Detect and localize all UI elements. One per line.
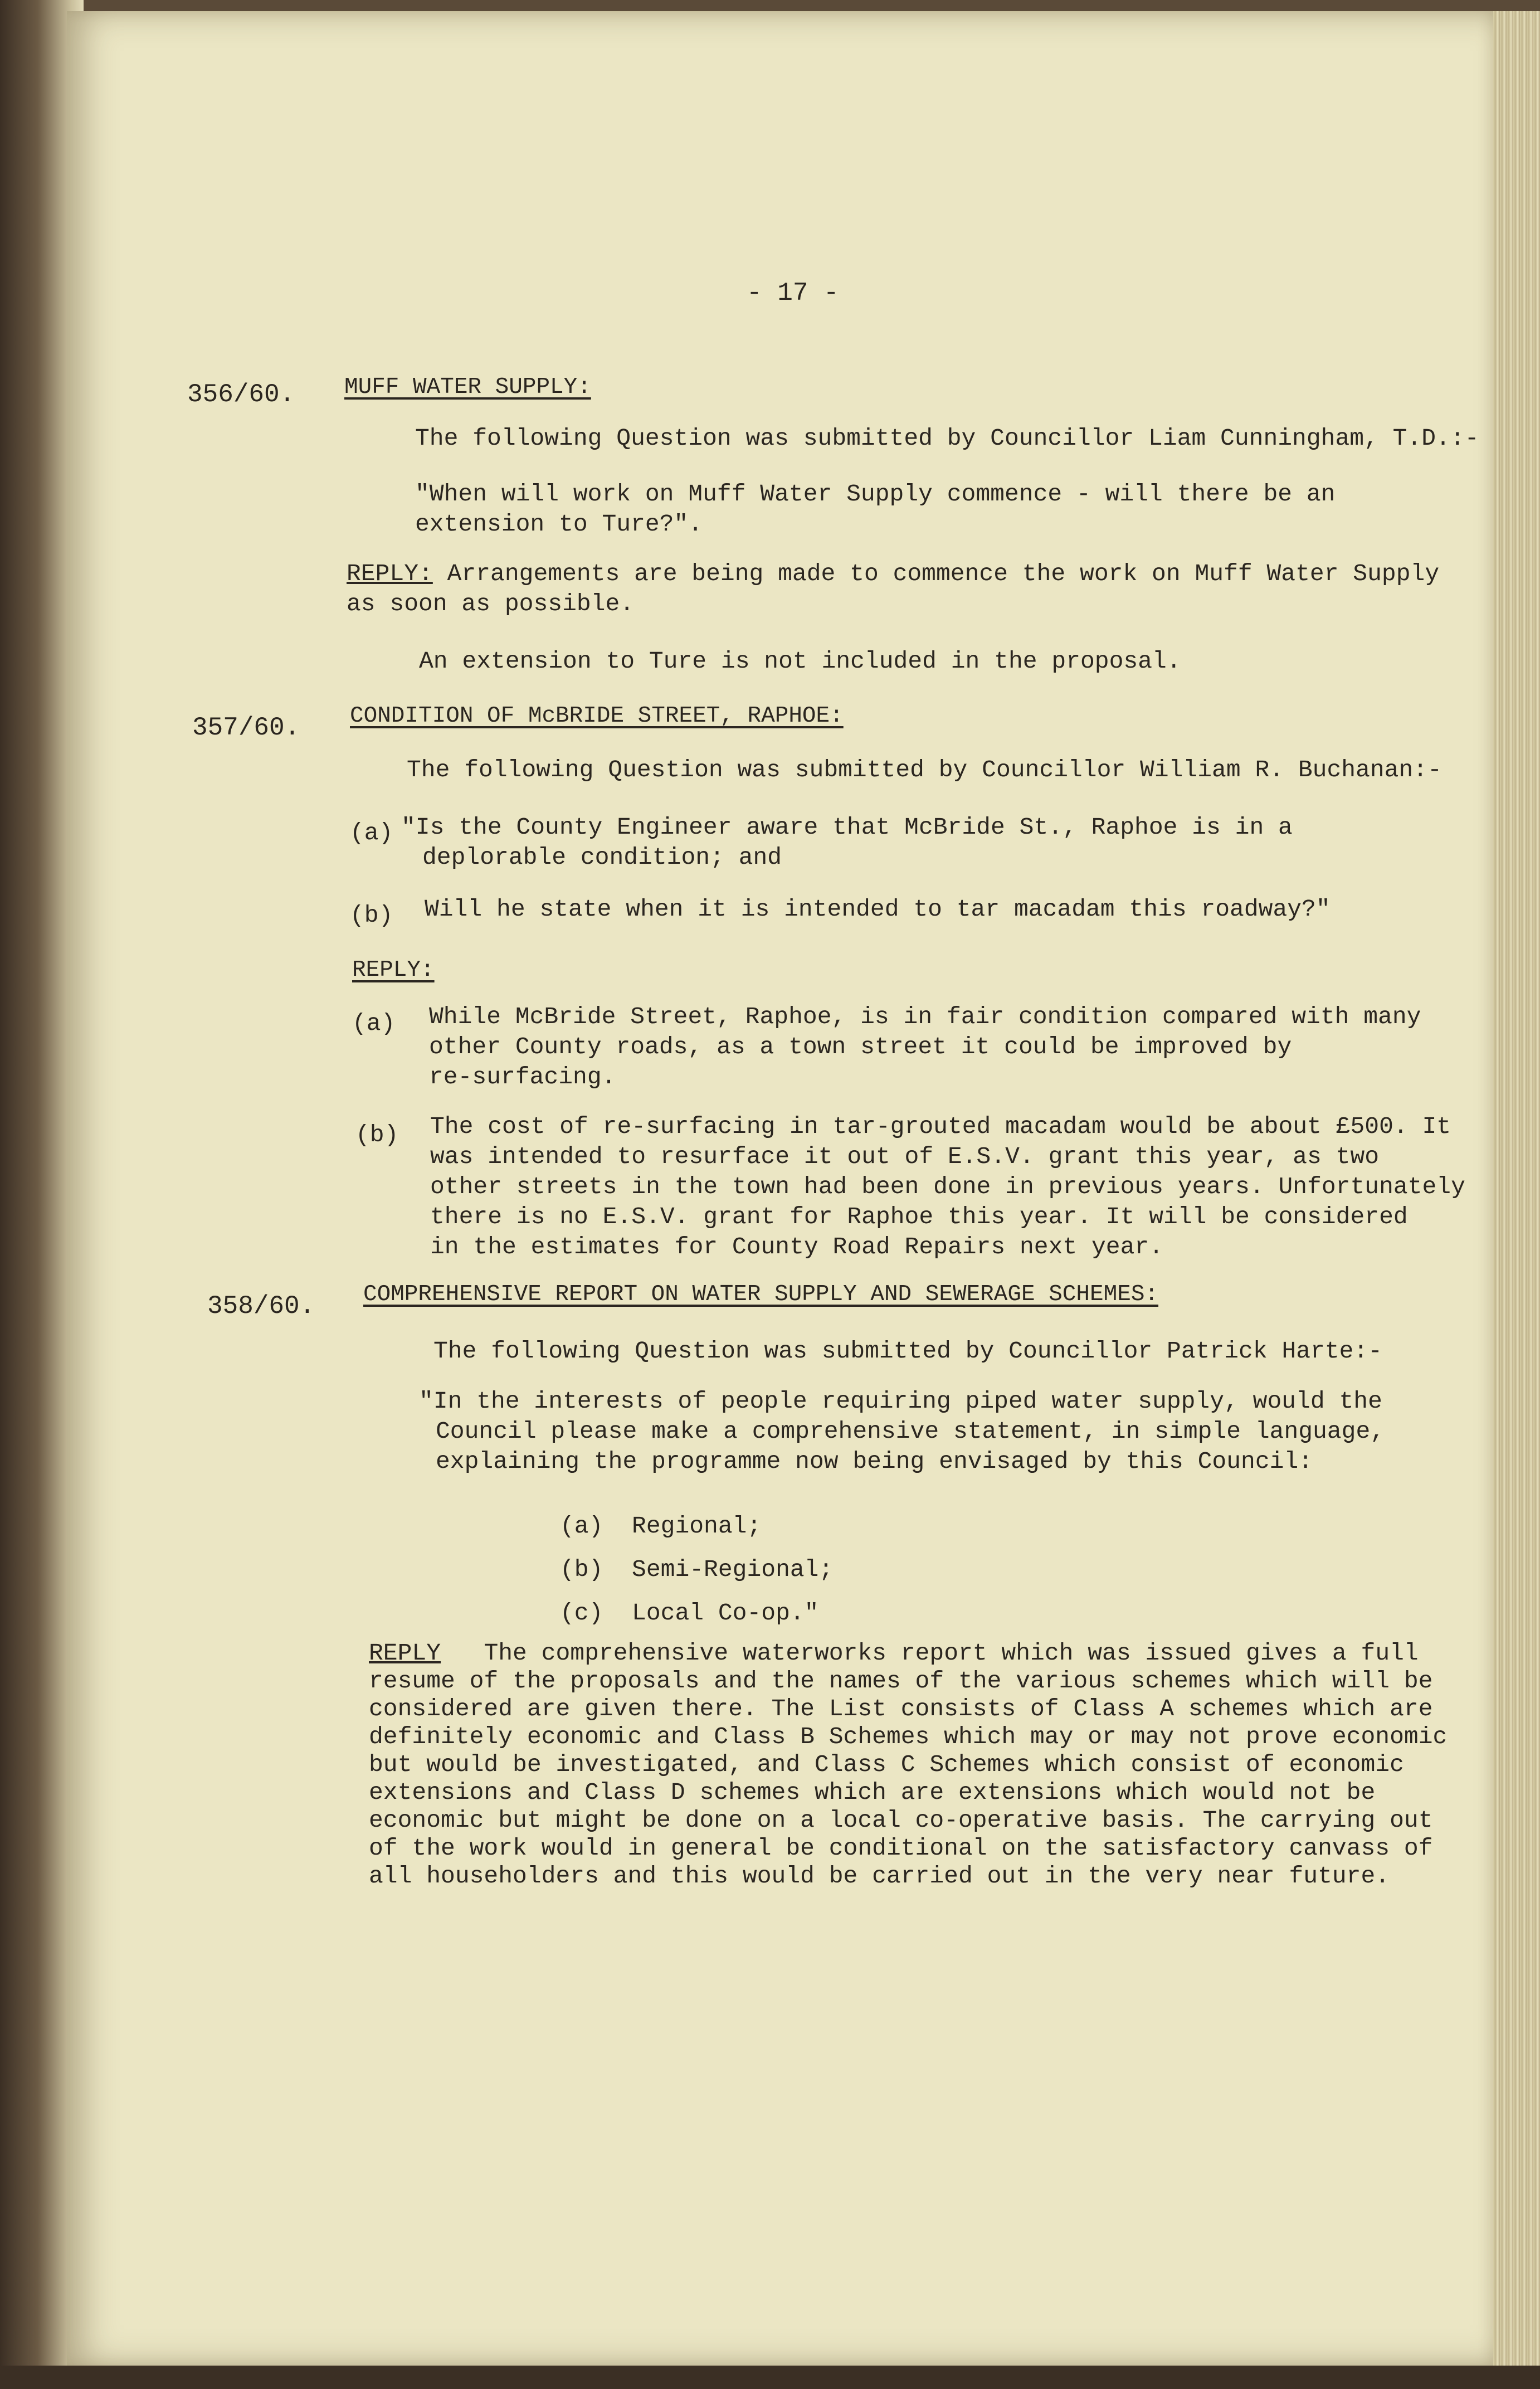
reply-text <box>347 559 1439 619</box>
option-text: Regional; <box>632 1512 762 1540</box>
text-line: all householders and this would be carried out in the very near future. <box>369 1862 1390 1890</box>
text-line: other streets in the town had been done in previous years. Unfortunately <box>430 1173 1465 1200</box>
option-label: (c) <box>560 1599 603 1627</box>
reply-b-text <box>430 1112 1465 1262</box>
text-line: deplorable condition; and <box>422 844 782 871</box>
question-intro: The following Question was submitted by Councillor William R. Buchanan:- <box>407 756 1442 784</box>
list-item <box>560 1592 833 1635</box>
text-line: Council please make a comprehensive statement, in simple language, <box>436 1418 1385 1445</box>
reply-a-text <box>429 1002 1421 1092</box>
option-label: (a) <box>560 1512 603 1540</box>
question-a-label: (a) <box>350 819 393 846</box>
reply-label: REPLY <box>369 1639 441 1667</box>
question-b-text: Will he state when it is intended to tar macadam this roadway?" <box>425 896 1331 923</box>
question-text <box>415 479 1335 539</box>
text-line: in the estimates for County Road Repairs next year. <box>430 1233 1164 1261</box>
text-line: The cost of re-surfacing in tar-grouted macadam would be about £500. It <box>430 1113 1451 1140</box>
text-line: extensions and Class D schemes which are extensions which would not be <box>369 1779 1376 1806</box>
text-line: "In the interests of people requiring piped water supply, would the <box>419 1388 1382 1415</box>
reply-text <box>369 1639 1447 1890</box>
item-number: 357/60. <box>192 713 300 742</box>
text-line: re-surfacing. <box>429 1063 616 1091</box>
question-intro: The following Question was submitted by Councillor Patrick Harte:- <box>433 1337 1383 1365</box>
text-line: there is no E.S.V. grant for Raphoe this year. It will be considered <box>430 1203 1408 1230</box>
book-edge <box>0 2366 1540 2389</box>
item-number: 356/60. <box>187 380 295 409</box>
reply-note: An extension to Ture is not included in the proposal. <box>419 648 1181 675</box>
text-line: "When will work on Muff Water Supply commence - will there be an <box>415 480 1336 508</box>
question-intro: The following Question was submitted by Councillor Liam Cunningham, T.D.:- <box>415 425 1479 452</box>
option-label: (b) <box>560 1556 603 1583</box>
option-list <box>560 1505 833 1635</box>
question-b-label: (b) <box>350 902 393 929</box>
text-line: but would be investigated, and Class C Schemes which consist of economic <box>369 1751 1404 1778</box>
question-a-text <box>401 812 1293 873</box>
item-heading: CONDITION OF McBRIDE STREET, RAPHOE: <box>350 703 844 729</box>
reply-label: REPLY: <box>352 957 435 983</box>
text-line: economic but might be done on a local co-operative basis. The carrying out <box>369 1807 1433 1834</box>
text-line: "Is the County Engineer aware that McBride St., Raphoe is in a <box>401 814 1293 841</box>
text-line: considered are given there. The List consists of Class A schemes which are <box>369 1695 1433 1723</box>
option-text: Local Co-op." <box>632 1599 819 1627</box>
text-line: as soon as possible. <box>347 590 635 617</box>
text-line: was intended to resurface it out of E.S.V. grant this year, as two <box>430 1143 1380 1170</box>
reply-a-label: (a) <box>352 1010 396 1037</box>
reply-b-label: (b) <box>355 1121 399 1149</box>
text-line: definitely economic and Class B Schemes which may or may not prove economic <box>369 1723 1448 1750</box>
item-heading: COMPREHENSIVE REPORT ON WATER SUPPLY AND SEWERAGE SCHEMES: <box>363 1282 1159 1307</box>
reply-label: REPLY: <box>347 560 433 587</box>
question-text <box>419 1386 1385 1477</box>
list-item <box>560 1505 833 1548</box>
text-line: extension to Ture?". <box>415 510 703 538</box>
text-line: resume of the proposals and the names of the various schemes which will be <box>369 1667 1433 1695</box>
text-line: other County roads, as a town street it could be improved by <box>429 1033 1292 1060</box>
option-text: Semi-Regional; <box>632 1556 834 1583</box>
page-number: - 17 - <box>747 279 839 308</box>
list-item <box>560 1548 833 1592</box>
page-edges <box>1493 11 1540 2366</box>
text-line: explaining the programme now being envisaged by this Council: <box>436 1448 1313 1475</box>
text-line: While McBride Street, Raphoe, is in fair condition compared with many <box>429 1003 1421 1030</box>
item-heading: MUFF WATER SUPPLY: <box>344 374 591 400</box>
item-number: 358/60. <box>207 1292 315 1321</box>
text-line: of the work would in general be conditional on the satisfactory canvass of <box>369 1835 1433 1862</box>
text-line: Arrangements are being made to commence the work on Muff Water Supply <box>447 560 1440 587</box>
text-line: The comprehensive waterworks report which was issued gives a full <box>484 1639 1419 1667</box>
